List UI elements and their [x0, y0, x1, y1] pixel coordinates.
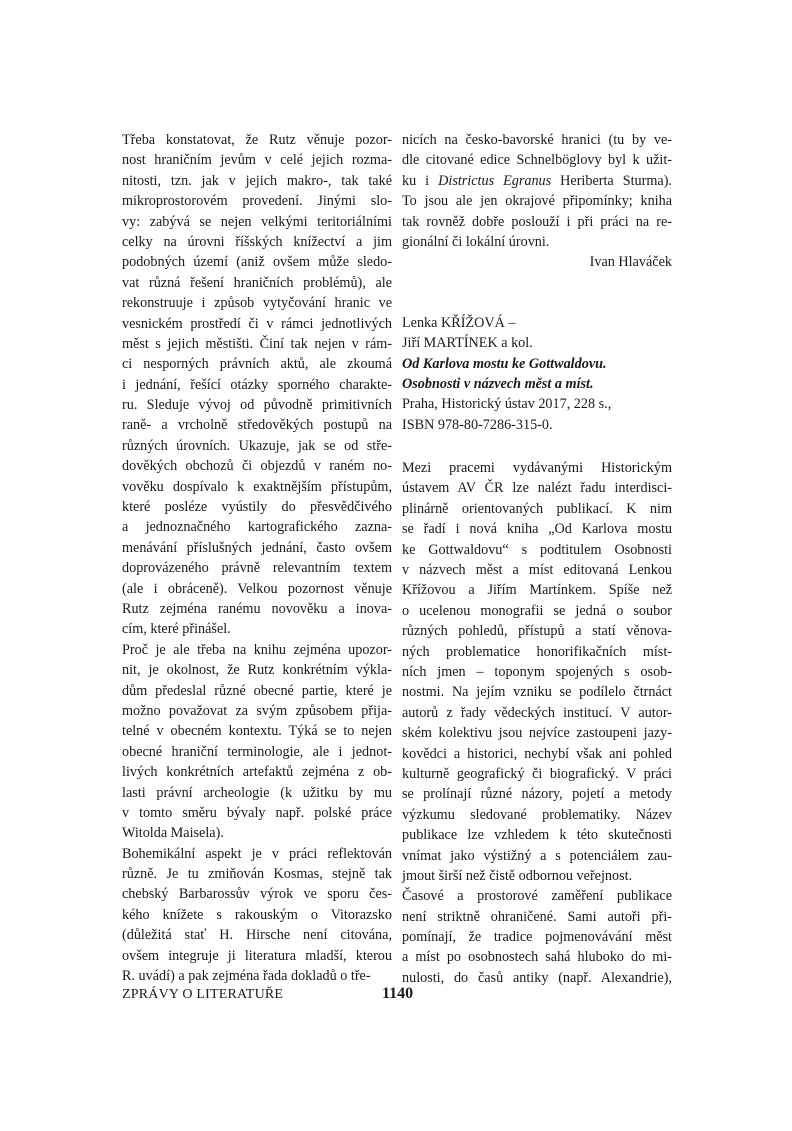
- text-line: vy: zabývá se nejen velkými teritoriálními: [122, 213, 392, 230]
- text-line: nicích na česko-bavorské hranici (tu by ve-: [402, 132, 672, 148]
- text-line: vesnickém prostředí či v rámci jednotlivých: [122, 315, 392, 332]
- text-line: plinárně orientovaných publikací. K nim: [402, 500, 672, 517]
- text-line: a míst po osobnostech sahá hluboko do mi-: [402, 949, 672, 966]
- text-line: doprovázeného právně relevantním textem: [122, 560, 392, 577]
- text-line: výzkumu sledované problematiky. Název: [402, 806, 672, 823]
- text-line: kulturně geografický či biografický. V práci: [402, 765, 672, 782]
- text-line: kého knížete s rakouským o Vitorazsko: [122, 906, 392, 923]
- text-line: pomínají, že tradice pojmenovávání měst: [402, 929, 672, 946]
- text-line: možno považovat za svým způsobem přija-: [122, 702, 392, 719]
- text-line: Časové a prostorové zaměření publikace: [402, 888, 672, 905]
- review-author: Jiří MARTÍNEK a kol.: [402, 335, 533, 352]
- text-line: telné v obecném kontextu. Týká se to nejen: [122, 723, 392, 740]
- text-line: nost hraničním jevům v celé jejich rozma-: [122, 152, 392, 169]
- text-line: menávání příslušných jednání, často ovšem: [122, 539, 392, 556]
- journal-name: ZPRÁVY O LITERATUŘE: [122, 987, 284, 1002]
- text-line: Rutz zejména ranému novověku a inova-: [122, 600, 392, 617]
- review-book-title: Od Karlova mostu ke Gottwaldovu.: [402, 355, 607, 372]
- text-line: autorů z řady vědeckých institucí. V autor-: [402, 704, 672, 721]
- text-line: ústavem AV ČR lze nalézt řadu interdisci-: [402, 480, 672, 497]
- review-isbn: ISBN 978-80-7286-315-0.: [402, 416, 553, 433]
- text-line: nostmi. Na jejím vzniku se podílelo čtrnáct: [402, 684, 672, 701]
- text-line: nitosti, tzn. jak v jejich makro-, tak také: [122, 172, 392, 189]
- review-book-subtitle: Osobnosti v názvech měst a míst.: [402, 375, 594, 392]
- text-line: o ucelenou monografii se jedná o soubor: [402, 602, 672, 619]
- text-line: (ale i obráceně). Velkou pozornost věnuje: [122, 580, 392, 597]
- text-line: ných problematice honorifikačních míst-: [402, 643, 672, 660]
- text-line: ském kolektivu jsou nejvíce zastoupeni jazy-: [402, 725, 672, 742]
- text-line: ci nesporných právních aktů, ale zkoumá: [122, 356, 392, 373]
- text-line: není striktně ohraničené. Sami autoři při-: [402, 908, 672, 925]
- text-line: ních jmen – toponym spojených s osob-: [402, 663, 672, 680]
- text-line: se řadí i nová kniha „Od Karlova mostu: [402, 521, 672, 538]
- page-number: 1140: [382, 985, 414, 1002]
- text-line: v názvech měst a míst editovaná Lenkou: [402, 562, 672, 579]
- text-line: tak rovněž dobře poslouží i při práci na re-: [402, 213, 672, 230]
- review-signature: Ivan Hlaváček: [589, 254, 672, 271]
- text-line: lasti právní archeologie (k užitku by mu: [122, 784, 392, 801]
- text-line: cím, které přinášel.: [122, 621, 231, 638]
- text-line: vat různá řešení hraničních problémů), ale: [122, 274, 392, 291]
- left-column: [122, 130, 392, 986]
- text-line: Mezi pracemi vydávanými Historickým: [402, 460, 672, 477]
- text-line: Bohemikální aspekt je v práci reflektován: [122, 845, 392, 862]
- text-line: raně- a vrcholně středověkých postupů na: [122, 417, 392, 434]
- text-line: (důležitá stať H. Hirsche není citována,: [122, 927, 392, 944]
- text-line: různých úrovních. Ukazuje, jak se od stře-: [122, 437, 392, 454]
- text-line: jmout širší než čistě odbornou veřejnost.: [402, 867, 633, 884]
- text-line: Křížovou a Jiřím Martínkem. Spíše než: [402, 582, 672, 599]
- text-line: gionální či lokální úrovni.: [402, 233, 550, 250]
- text-line: různě. Je tu zmiňován Kosmas, stejně tak: [122, 866, 392, 883]
- text-line: v tomto směru bývaly např. polské práce: [122, 804, 392, 821]
- text-line: se prolínají různé názory, pojetí a metody: [402, 786, 672, 803]
- text-line: dle citované edice Schnelböglovy byl k užit-: [402, 152, 672, 169]
- text-line: různých pohledů, přístupů a statí věnova-: [402, 623, 672, 640]
- text-line: a jednoznačného kartografického zazna-: [122, 519, 392, 536]
- text-line: měst s jejich městišti. Činí tak nejen v rám-: [122, 335, 392, 352]
- text-line: chebský Barbarossův výrok ve sporu čes-: [122, 886, 392, 903]
- text-line: kovědci a historici, nechybí však ani pohled: [402, 745, 672, 762]
- right-column: [402, 130, 672, 988]
- text-line: Witolda Maisela).: [122, 825, 224, 842]
- text-line: R. uvádí) a pak zejména řada dokladů o tře-: [122, 968, 371, 985]
- text-line: dům předeslal různé obecné partie, které je: [122, 682, 392, 699]
- text-line: vověku dospívalo k exaktnějším přístupům,: [122, 478, 392, 495]
- review-publication: Praha, Historický ústav 2017, 228 s.,: [402, 396, 612, 413]
- text-line: Třeba konstatovat, že Rutz věnuje pozor-: [122, 132, 392, 148]
- text-line: i jednání, řešící otázky sporného charakte-: [122, 376, 392, 393]
- text-line: nulosti, do časů antiky (např. Alexandrie),: [402, 969, 672, 986]
- text-line: rekonstruuje i způsob vytyčování hranic ve: [122, 295, 392, 312]
- text-line: obecné hraniční terminologie, ale i jednot-: [122, 743, 392, 760]
- review-author: Lenka KŘÍŽOVÁ –: [402, 314, 516, 331]
- text-line: Proč je ale třeba na knihu zejména upozor-: [122, 641, 392, 658]
- text-line: ovšem integruje ji literatura mladší, kterou: [122, 947, 392, 964]
- text-line: které posléze vyústily do přesvědčivého: [122, 499, 392, 516]
- text-line: To jsou ale jen okrajové připomínky; kniha: [402, 193, 672, 210]
- text-line: dověkých obchozů či objezdů v raném no-: [122, 458, 392, 475]
- text-line: celky na úrovni říšských knížectví a jim: [122, 233, 392, 250]
- text-line: mikroprostorovém provedení. Jinými slo-: [122, 193, 392, 210]
- text-line: podobných území (aniž ovšem může sledo-: [122, 254, 392, 271]
- text-line: publikace lze vzhledem k této skutečnosti: [402, 827, 672, 844]
- text-line: livých konkrétních artefaktů zejména z ob-: [122, 764, 392, 781]
- text-line: ke Gottwaldovu“ s podtitulem Osobnosti: [402, 541, 672, 558]
- text-line: vnímat jako výstižný a s potenciálem zau-: [402, 847, 672, 864]
- text-line: ru. Sleduje vývoj od původně primitivních: [122, 397, 392, 414]
- text-line: nit, je okolnost, že Rutz konkrétním výkla-: [122, 662, 392, 679]
- text-line-italic-title: ku i Districtus Egranus Heriberta Sturma).: [402, 172, 672, 189]
- review-header: [402, 313, 672, 435]
